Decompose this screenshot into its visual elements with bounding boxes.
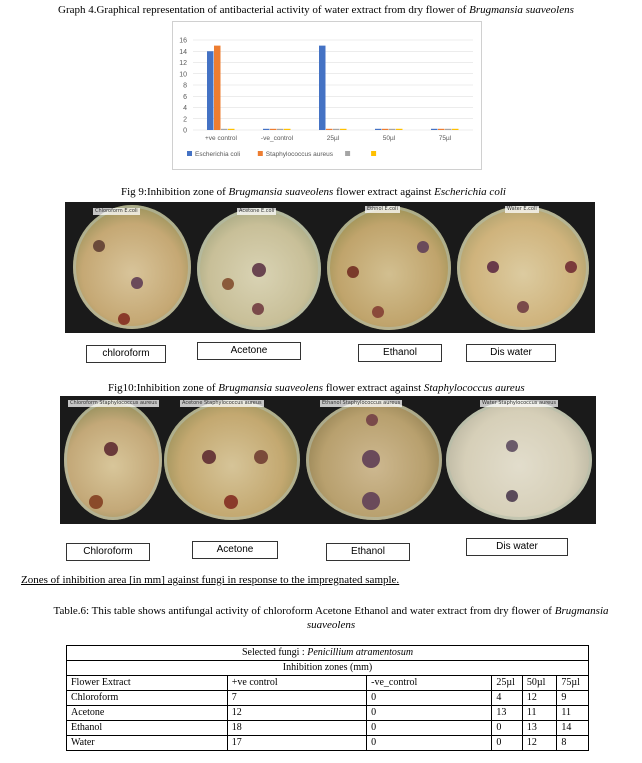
plate-handwriting: Ethanol Staphylococcus aureus <box>322 400 401 406</box>
legend-label: Staphylococcus aureus <box>265 151 334 158</box>
selected-fungi-label: Selected fungi : <box>241 647 308 658</box>
table-cell: 9 <box>557 691 589 706</box>
fig9-label-dis-water: Dis water <box>466 344 556 362</box>
bar <box>270 129 277 130</box>
bar <box>326 129 333 130</box>
table-subheader-row <box>67 661 589 676</box>
inhibition-zone <box>565 261 577 273</box>
bar <box>445 129 452 130</box>
table-header-cell: 25µl <box>492 676 523 691</box>
legend-swatch <box>371 151 376 156</box>
bar <box>382 129 389 130</box>
plate-handwriting: Water Staphylococcus aureus <box>482 400 557 406</box>
bar <box>284 129 291 130</box>
selected-fungi-cell <box>67 646 589 661</box>
x-tick-label: 25µl <box>326 135 340 142</box>
inhibition-zone <box>366 414 378 426</box>
bar <box>228 129 235 130</box>
inhibition-zones-header: Inhibition zones (mm) <box>67 661 589 676</box>
fig9-caption-organism: Escherichia coli <box>434 186 506 198</box>
inhibition-zone <box>118 313 130 325</box>
y-tick-label: 2 <box>183 116 187 124</box>
inhibition-zone <box>254 450 268 464</box>
fig10-photo <box>60 396 596 524</box>
graph-caption-text: Graph 4.Graphical representation of antibacterial activity of water extract from dry flower of <box>58 4 470 16</box>
fig10-caption-middle: flower extract against <box>323 382 424 394</box>
inhibition-zone <box>347 266 359 278</box>
table-header-cell: 50µl <box>522 676 557 691</box>
fig9-photo <box>65 202 595 333</box>
inhibition-zone <box>252 263 266 277</box>
table-cell: 12 <box>522 691 557 706</box>
bar <box>277 129 284 130</box>
table-caption-text: Table.6: This table shows antifungal activity of chloroform Acetone Ethanol and water extract from dry flower of <box>53 605 555 617</box>
table-cell: 0 <box>492 736 523 751</box>
y-tick-label: 14 <box>179 48 187 56</box>
inhibition-zone <box>202 450 216 464</box>
bar-chart-svg <box>173 22 481 169</box>
bar <box>214 46 221 130</box>
table-caption <box>36 604 626 632</box>
petri-dish <box>327 206 451 330</box>
table-header-row <box>67 676 589 691</box>
x-tick-label: 75µl <box>438 135 452 142</box>
table-cell: 14 <box>557 721 589 736</box>
table-header-cell: Flower Extract <box>67 676 228 691</box>
y-tick-label: 12 <box>179 60 187 67</box>
y-tick-label: 6 <box>183 93 187 101</box>
inhibition-zone <box>506 490 518 502</box>
inhibition-zone <box>131 277 143 289</box>
bar <box>438 129 445 130</box>
fig10-label-dis-water: Dis water <box>466 538 568 556</box>
table-cell: 11 <box>522 706 557 721</box>
table-title-row <box>67 646 589 661</box>
table-row <box>67 691 589 706</box>
y-tick-label: 0 <box>183 127 187 135</box>
table-cell: 8 <box>557 736 589 751</box>
inhibition-zone <box>487 261 499 273</box>
table-cell: 13 <box>492 706 523 721</box>
zones-heading: Zones of inhibition area [in mm] against fungi in response to the impregnated sample. <box>21 574 400 586</box>
bar <box>340 129 347 130</box>
bar <box>389 129 396 130</box>
table-cell: 17 <box>227 736 366 751</box>
inhibition-zone <box>372 306 384 318</box>
petri-dish <box>73 205 191 329</box>
table-cell: 0 <box>367 736 492 751</box>
legend-label: Escherichia coli <box>195 151 241 158</box>
petri-dish <box>306 400 442 520</box>
bar <box>375 129 382 130</box>
inhibition-zone <box>506 440 518 452</box>
fig9-label-chloroform: chloroform <box>86 345 166 363</box>
table-cell: 4 <box>492 691 523 706</box>
table-header-cell: -ve_control <box>367 676 492 691</box>
fig10-caption-text: Fig10:Inhibition zone of <box>108 382 219 394</box>
legend-swatch <box>187 151 192 156</box>
fig9-caption-text: Fig 9:Inhibition zone of <box>121 186 229 198</box>
inhibition-zone <box>224 495 238 509</box>
table-cell: Chloroform <box>67 691 228 706</box>
inhibition-zone <box>252 303 264 315</box>
bar <box>319 46 326 130</box>
table-cell: 18 <box>227 721 366 736</box>
bar-chart <box>172 21 482 170</box>
fig10-label-chloroform: Chloroform <box>66 543 150 561</box>
fig9-caption-middle: flower extract against <box>333 186 435 198</box>
bar <box>333 129 340 130</box>
legend-swatch <box>258 151 263 156</box>
plate-handwriting: Acetone E.coli <box>239 208 275 214</box>
bar <box>452 129 459 130</box>
inhibition-zone <box>222 278 234 290</box>
fig10-caption-species: Brugmansia suaveolens <box>218 382 324 394</box>
fig9-label-acetone: Acetone <box>197 342 301 360</box>
bar <box>263 129 270 130</box>
y-tick-label: 4 <box>183 105 187 112</box>
table-row <box>67 706 589 721</box>
inhibition-zone <box>362 492 380 510</box>
petri-dish <box>164 400 300 520</box>
selected-fungi-name: Penicillium atramentosum <box>307 647 414 658</box>
graph-caption <box>58 4 574 16</box>
fig10-caption <box>108 382 525 394</box>
table-cell: 0 <box>367 706 492 721</box>
table-cell: Acetone <box>67 706 228 721</box>
table-cell: 7 <box>227 691 366 706</box>
inhibition-zone <box>362 450 380 468</box>
petri-dish <box>197 208 321 330</box>
bar <box>221 129 228 130</box>
x-tick-label: -ve_control <box>260 135 294 142</box>
table-cell: 0 <box>367 721 492 736</box>
bar <box>396 129 403 130</box>
inhibition-zone <box>517 301 529 313</box>
bar <box>207 51 214 130</box>
table-header-cell: +ve control <box>227 676 366 691</box>
table-cell: 11 <box>557 706 589 721</box>
plate-handwriting: Chloroform E.coli <box>95 208 138 214</box>
graph-caption-species: Brugmansia suaveolens <box>469 4 574 16</box>
table-caption-species: Brugmansia suaveolens <box>306 605 609 631</box>
table-cell: 12 <box>227 706 366 721</box>
fig10-label-acetone: Acetone <box>192 541 278 559</box>
table-header-cell: 75µl <box>557 676 589 691</box>
table-cell: 13 <box>522 721 557 736</box>
table-cell: Water <box>67 736 228 751</box>
x-tick-label: +ve control <box>205 135 237 142</box>
petri-dish <box>446 400 592 520</box>
inhibition-zone <box>417 241 429 253</box>
plate-handwriting: Acetone Staphylococcus aureus <box>182 400 262 406</box>
fig9-label-ethanol: Ethanol <box>358 344 442 362</box>
y-tick-label: 8 <box>183 82 187 90</box>
fig10-caption-organism: Staphylococcus aureus <box>423 382 525 394</box>
inhibition-zone <box>104 442 118 456</box>
y-tick-label: 10 <box>179 71 187 79</box>
table-cell: Ethanol <box>67 721 228 736</box>
x-tick-label: 50µl <box>382 135 396 142</box>
table-row <box>67 736 589 751</box>
fig9-caption-species: Brugmansia suaveolens <box>228 186 334 198</box>
table-row <box>67 721 589 736</box>
y-tick-label: 16 <box>179 37 187 45</box>
table-cell: 0 <box>367 691 492 706</box>
table-cell: 0 <box>492 721 523 736</box>
inhibition-zone <box>93 240 105 252</box>
legend-swatch <box>345 151 350 156</box>
petri-dish <box>457 206 589 330</box>
petri-dish <box>64 400 162 520</box>
plate-handwriting: Ethnol E.coli <box>367 206 398 212</box>
bar <box>431 129 438 130</box>
plate-handwriting: Chloroform Staphylococcus aureus <box>70 400 158 406</box>
table-cell: 12 <box>522 736 557 751</box>
inhibition-zone <box>89 495 103 509</box>
fig9-caption <box>121 186 506 198</box>
fig10-label-ethanol: Ethanol <box>326 543 410 561</box>
plate-handwriting: Water E.coli <box>507 206 537 212</box>
antifungal-table <box>66 645 589 751</box>
